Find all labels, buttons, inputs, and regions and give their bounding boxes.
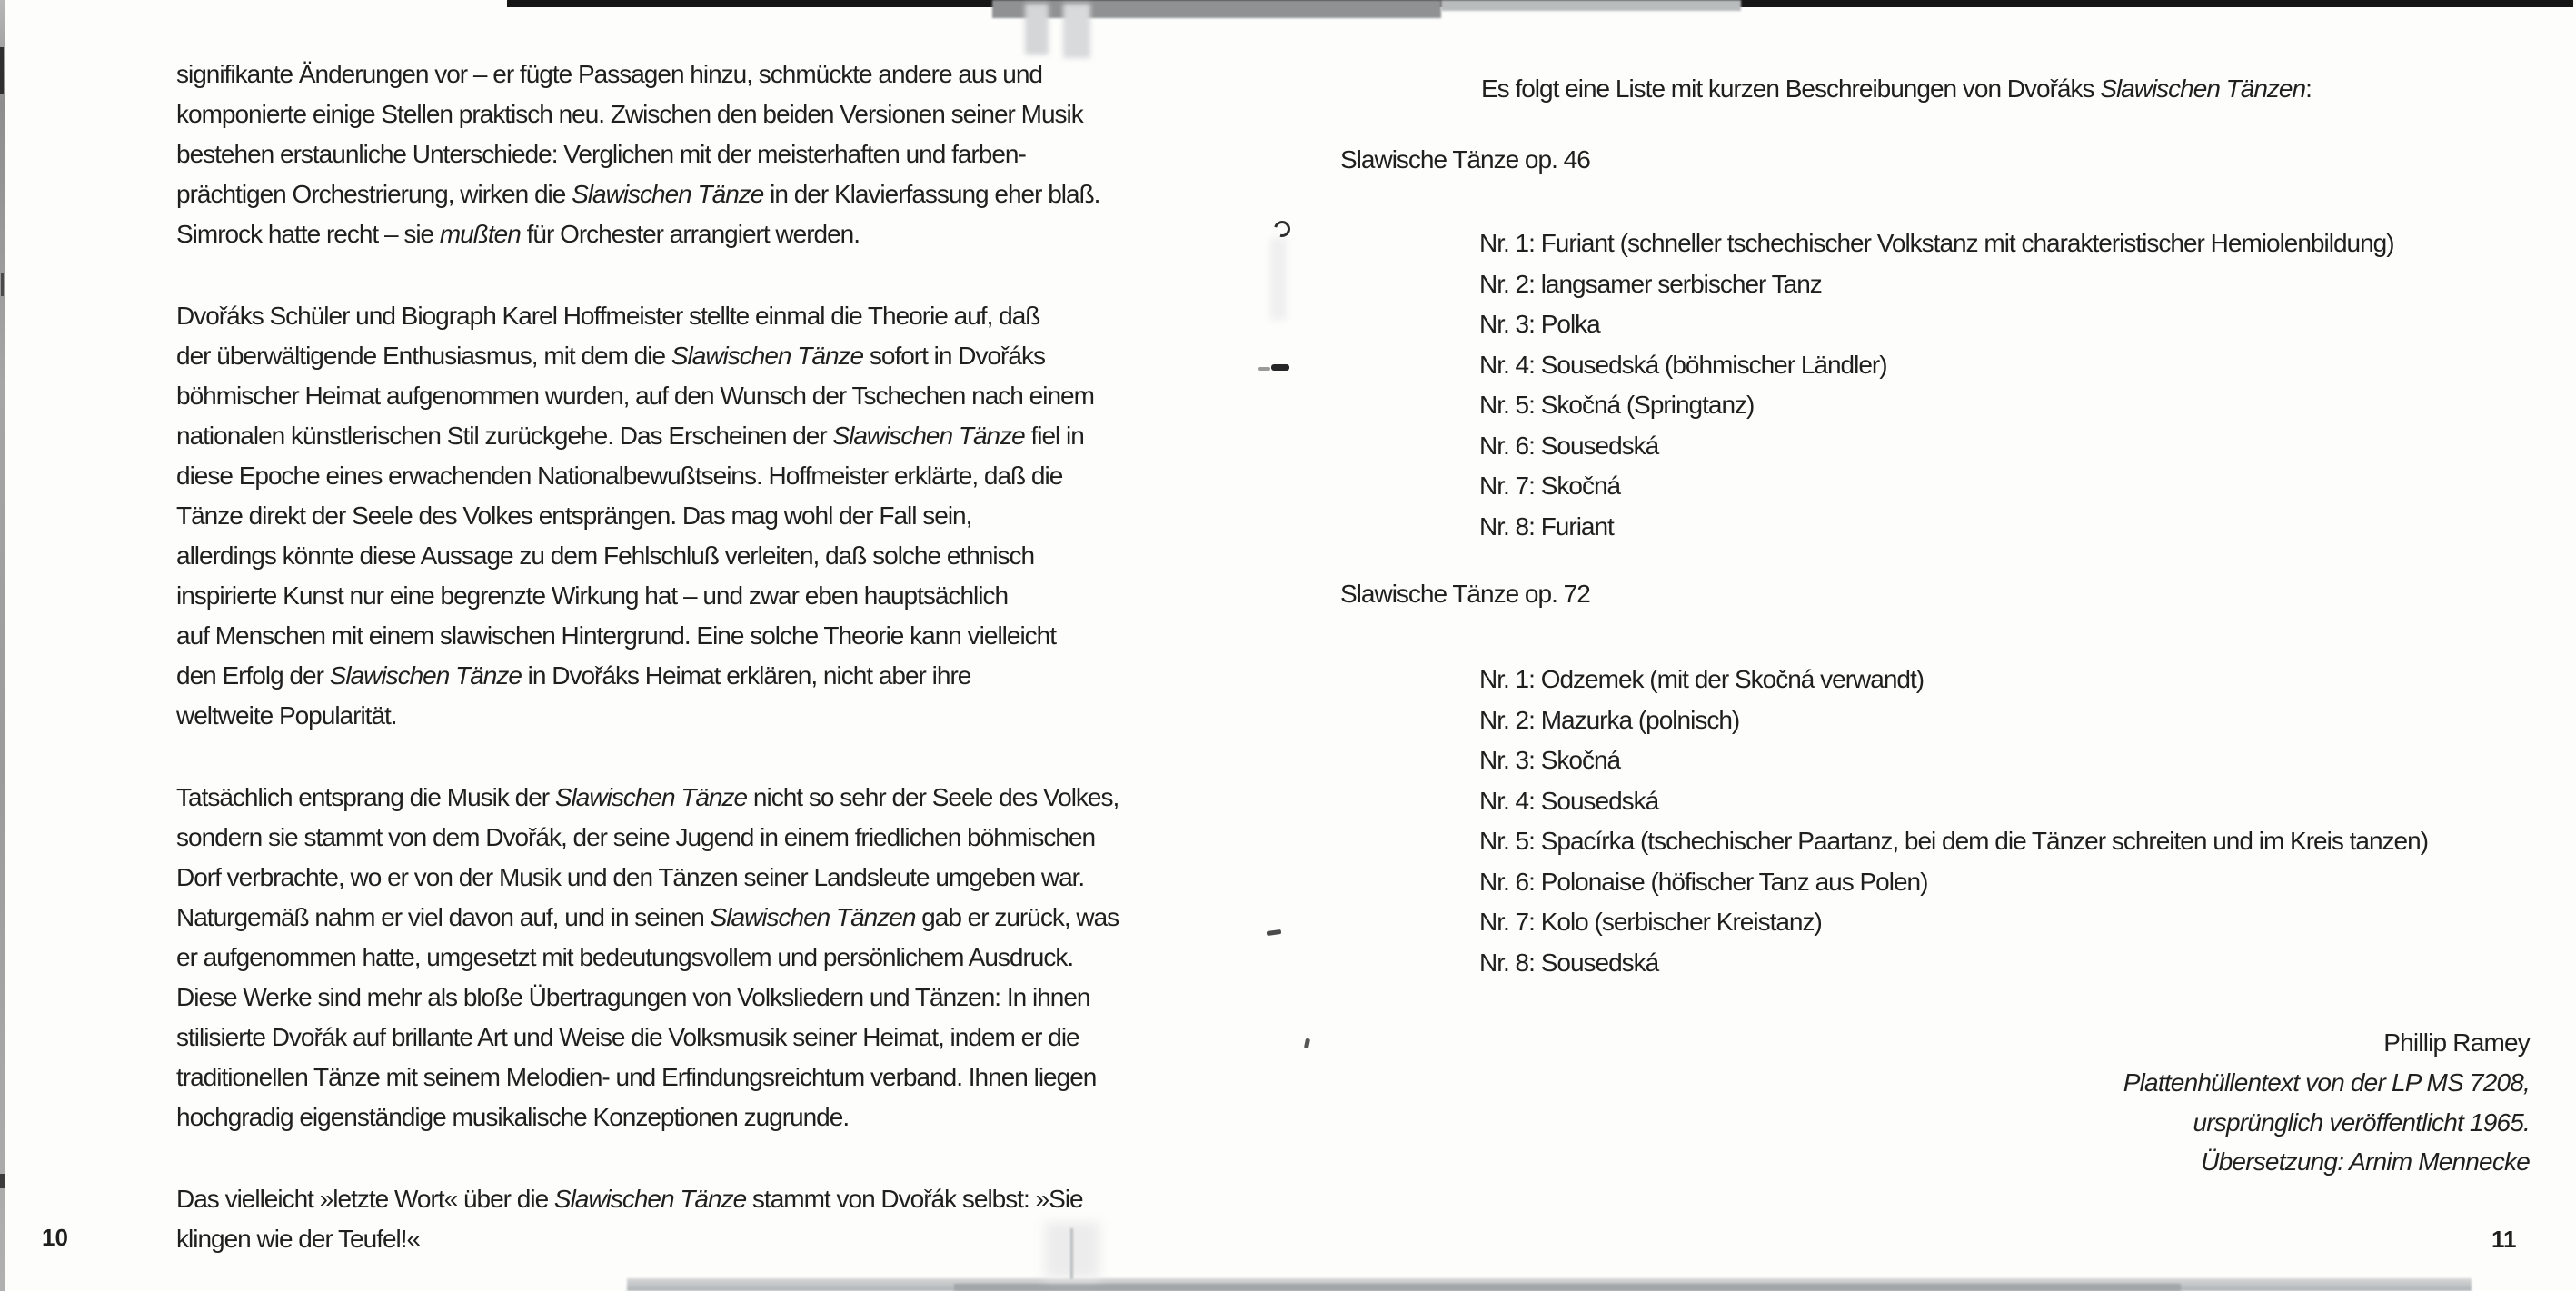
text-line (176, 616, 1119, 656)
list-item: Nr. 7: Skočná (1479, 472, 1621, 500)
paragraph (176, 55, 1119, 254)
text-line (176, 336, 1119, 376)
text-run: in der Klavierfassung eher blaß. (763, 180, 1100, 208)
text-run: Naturgemäß nahm er viel davon auf, und in seinen (176, 903, 711, 931)
scan-fold-smudge-top-dark (992, 0, 1441, 18)
scan-speck-tilde (1267, 929, 1282, 936)
right-page-number: 11 (2491, 1226, 2517, 1253)
scan-fold-streak-b (1063, 4, 1090, 58)
italic-run: Slawischen Tänzen (2100, 74, 2306, 103)
text-line (176, 1179, 1119, 1219)
list-item: Nr. 2: langsamer serbischer Tanz (1479, 269, 1822, 298)
text-run: auf Menschen mit einem slawischen Hintergrund. Eine solche Theorie kann vielleicht (176, 621, 1057, 650)
text-run: weltweite Popularität. (176, 701, 397, 730)
dance-list-op72 (1479, 660, 2428, 983)
italic-run: Slawischen Tänzen (710, 903, 916, 931)
text-run: den Erfolg der (176, 661, 330, 690)
list-item: Nr. 4: Sousedská (1479, 786, 1659, 815)
text-run: stammt von Dvořák selbst: »Sie (746, 1185, 1083, 1213)
text-line (176, 696, 1119, 736)
list-item: Nr. 2: Mazurka (polnisch) (1479, 705, 1740, 734)
text-line (176, 1219, 1119, 1259)
scan-speck-smudge (1270, 238, 1287, 320)
text-run: prächtigen Orchestrierung, wirken die (176, 180, 572, 208)
paragraph (176, 296, 1119, 736)
text-line (176, 1018, 1119, 1058)
text-run: hochgradig eigenständige musikalische Konzeptionen zugrunde. (176, 1103, 850, 1131)
list-item: Nr. 6: Polonaise (höfischer Tanz aus Polen) (1479, 867, 1928, 896)
list-item: Plattenhüllentext von der LP MS 7208, (2123, 1068, 2530, 1097)
text-line (176, 214, 1119, 254)
attribution-block (1817, 1023, 2530, 1182)
text-run: inspirierte Kunst nur eine begrenzte Wirkung hat – und zwar eben hauptsächlich (176, 581, 1009, 610)
text-run: fiel in (1024, 422, 1084, 450)
text-line (176, 778, 1119, 818)
scan-left-mark-2 (1, 273, 4, 296)
list-item: Nr. 7: Kolo (serbischer Kreistanz) (1479, 908, 1822, 936)
text-line (176, 656, 1119, 696)
italic-run: Slawischen Tänze (671, 342, 864, 370)
text-run: bestehen erstaunliche Unterschiede: Verglichen mit der meisterhaften und farben- (176, 140, 1026, 168)
text-line (176, 818, 1119, 858)
text-run: in Dvořáks Heimat erklären, nicht aber ihre (521, 661, 971, 690)
text-run: sofort in Dvořáks (863, 342, 1045, 370)
attribution-source-lines (1817, 1063, 2530, 1182)
attribution-author: Phillip Ramey (2383, 1028, 2530, 1057)
scan-edge-bottom-dark (954, 1284, 2181, 1291)
text-run: Tänze direkt der Seele des Volkes entsprängen. Das mag wohl der Fall sein, (176, 502, 972, 530)
text-run: böhmischer Heimat aufgenommen wurden, auf den Wunsch der Tschechen nach einem (176, 382, 1094, 410)
list-item: Nr. 5: Spacírka (tschechischer Paartanz, bei dem die Tänzer schreiten und im Kreis tanzen) (1479, 827, 2429, 855)
text-line (176, 456, 1119, 496)
text-run: Dvořáks Schüler und Biograph Karel Hoffmeister stellte einmal die Theorie auf, daß (176, 302, 1040, 330)
text-line (176, 938, 1119, 978)
text-line (176, 94, 1119, 134)
list-item: Übersetzung: Arnim Mennecke (2201, 1147, 2530, 1176)
text-run: nicht so sehr der Seele des Volkes, (747, 783, 1119, 811)
italic-run: Slawischen Tänze (832, 422, 1025, 450)
italic-run: mußten (439, 220, 521, 248)
paragraph (176, 778, 1119, 1137)
dance-list-op46 (1479, 223, 2394, 547)
text-run: traditionellen Tänze mit seinem Melodien- und Erfindungsreichtum verband. Ihnen liegen (176, 1063, 1097, 1091)
list-item: Nr. 8: Furiant (1479, 511, 1614, 541)
scan-speck-apostrophe (1304, 1038, 1310, 1049)
text-line (176, 174, 1119, 214)
text-run: : (2305, 74, 2312, 103)
text-line (1481, 69, 2312, 109)
text-line (176, 55, 1119, 94)
text-run: nationalen künstlerischen Stil zurückgehe. Das Erscheinen der (176, 422, 833, 450)
scan-left-mark-1 (0, 47, 4, 94)
text-line (176, 296, 1119, 336)
list-item: Nr. 3: Skočná (1479, 746, 1621, 774)
list-item: Nr. 8: Sousedská (1479, 948, 1659, 977)
italic-run: Slawischen Tänze (553, 1185, 747, 1213)
text-line (176, 978, 1119, 1018)
italic-run: Slawischen Tänze (572, 180, 764, 208)
list-item: Nr. 1: Furiant (schneller tschechischer Volkstanz mit charakteristischer Hemiolenbildung) (1479, 229, 2394, 257)
list-item: ursprünglich veröffentlicht 1965. (2193, 1107, 2530, 1137)
scan-speck-dash-tail (1258, 367, 1270, 371)
text-run: sondern sie stammt von dem Dvořák, der seine Jugend in einem friedlichen böhmischen (176, 823, 1096, 851)
text-line (176, 134, 1119, 174)
italic-run: Slawischen Tänze (329, 661, 522, 690)
text-run: Dorf verbrachte, wo er von der Musik und den Tänzen seiner Landsleute umgeben war. (176, 863, 1085, 891)
text-run: gab er zurück, was (915, 903, 1119, 931)
text-run: Das vielleicht »letzte Wort« über die (176, 1185, 554, 1213)
text-run: Tatsächlich entsprang die Musik der (176, 783, 555, 811)
left-page-number: 10 (42, 1224, 68, 1251)
text-line (176, 898, 1119, 938)
text-line (176, 1097, 1119, 1137)
text-line (176, 1058, 1119, 1097)
text-run: diese Epoche eines erwachenden Nationalbewußtseins. Hoffmeister erklärte, daß die (176, 462, 1063, 490)
list-item: Nr. 5: Skočná (Springtanz) (1479, 391, 1755, 419)
scan-fold-smudge-top-mid (1441, 0, 1741, 11)
paragraph (176, 1179, 1119, 1259)
list-item: Nr. 6: Sousedská (1479, 431, 1659, 460)
scan-speck-curl (1271, 218, 1294, 241)
text-line (176, 376, 1119, 416)
text-run: für Orchester arrangiert werden. (520, 220, 860, 248)
text-run: Diese Werke sind mehr als bloße Übertragungen von Volksliedern und Tänzen: In ihnen (176, 983, 1090, 1011)
section-heading-op72: Slawische Tänze op. 72 (1340, 580, 1590, 608)
scan-fold-streak-a (1025, 4, 1049, 55)
right-page-intro (1481, 69, 2312, 109)
text-line (176, 496, 1119, 536)
text-run: komponierte einige Stellen praktisch neu. Zwischen den beiden Versionen seiner Musik (176, 100, 1083, 128)
italic-run: Slawischen Tänze (554, 783, 748, 811)
text-run: der überwältigende Enthusiasmus, mit dem die (176, 342, 671, 370)
list-item: Nr. 3: Polka (1479, 310, 1600, 338)
section-heading-op46: Slawische Tänze op. 46 (1340, 145, 1590, 174)
text-run: stilisierte Dvořák auf brillante Art und Weise die Volksmusik seiner Heimat, indem er die (176, 1023, 1079, 1051)
text-line (176, 536, 1119, 576)
text-line (176, 416, 1119, 456)
scan-speck-dash (1271, 364, 1289, 371)
text-line (176, 858, 1119, 898)
text-run: signifikante Änderungen vor – er fügte Passagen hinzu, schmückte andere aus und (176, 60, 1042, 88)
text-run: Simrock hatte recht – sie (176, 220, 440, 248)
text-run: allerdings könnte diese Aussage zu dem Fehlschluß verleiten, daß solche ethnisch (176, 541, 1035, 570)
list-item: Nr. 1: Odzemek (mit der Skočná verwandt) (1479, 665, 1925, 693)
scan-edge-left (0, 0, 5, 1291)
list-item: Nr. 4: Sousedská (böhmischer Ländler) (1479, 350, 1887, 379)
text-run: er aufgenommen hatte, umgesetzt mit bedeutungsvollem und persönlichem Ausdruck. (176, 943, 1074, 971)
text-line (176, 576, 1119, 616)
left-page-body (176, 55, 1119, 1291)
text-run: klingen wie der Teufel!« (176, 1225, 421, 1253)
scan-left-mark-3 (0, 1174, 5, 1188)
text-run: Es folgt eine Liste mit kurzen Beschreibungen von Dvořáks (1481, 74, 2101, 103)
